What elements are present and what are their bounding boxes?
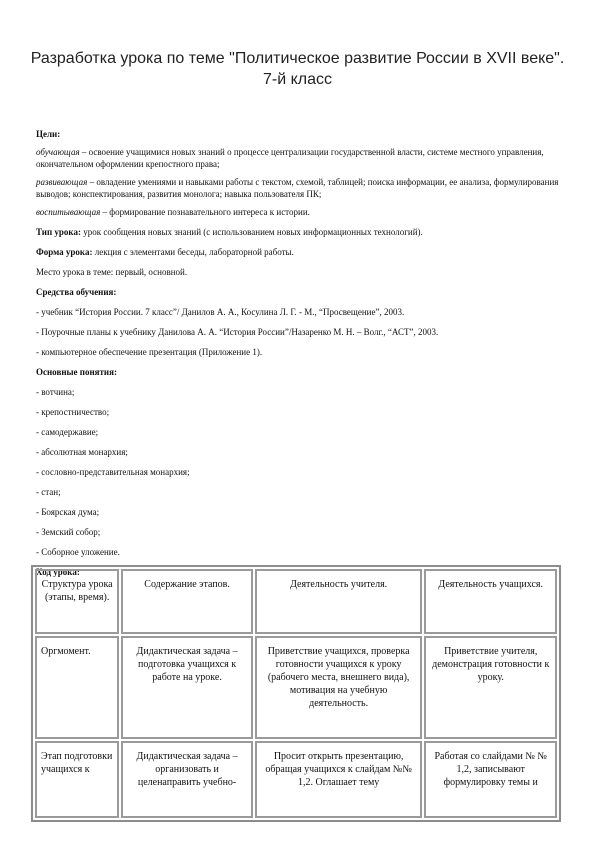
table-row xyxy=(35,741,557,818)
concept-item: - вотчина; xyxy=(36,387,75,397)
concept-item: - стан; xyxy=(36,487,61,497)
table-header-cell: Деятельность учителя. xyxy=(255,569,423,634)
lesson-type: Тип урока: урок сообщения новых знаний (с использованием новых информационных технологий). xyxy=(36,227,423,237)
table-cell: Дидактическая задача – организовать и целенаправить учебно- xyxy=(121,741,253,818)
goal-item: воспитывающая – формирование познавательного интереса к истории. xyxy=(36,207,310,217)
concept-item: - самодержавие; xyxy=(36,427,99,437)
table-header-cell: Содержание этапов. xyxy=(121,569,253,634)
means-item: - компьютерное обеспечение презентация (Приложение 1). xyxy=(36,347,263,357)
table-header-row xyxy=(35,569,557,634)
table-header-cell: Структура урока (этапы, время). xyxy=(35,569,119,634)
table-cell: Оргмомент. xyxy=(35,636,119,739)
concept-item: - сословно-представительная монархия; xyxy=(36,467,190,477)
lesson-form: Форма урока: лекция с элементами беседы, лабораторной работы. xyxy=(36,247,294,257)
lesson-place: Место урока в теме: первый, основной. xyxy=(36,267,188,277)
means-item: - учебник “История России. 7 класс”/ Данилов А. А., Косулина Л. Г. - М., “Просвещение”, 2003. xyxy=(36,307,405,317)
table-cell: Приветствие учащихся, проверка готовности учащихся к уроку (рабочего места, внешнего вида), мотивация на учебную деятельность. xyxy=(255,636,423,739)
means-item: - Поурочные планы к учебнику Данилова А. А. “История России”/Назаренко М. Н. – Волг., “АСТ”, 2003. xyxy=(36,327,439,337)
concept-item: - Боярская дума; xyxy=(36,507,100,517)
goals-heading: Цели: xyxy=(36,129,61,139)
table-cell: Этап подготовки учащихся к xyxy=(35,741,119,818)
means-heading: Средства обучения: xyxy=(36,287,117,297)
concept-item: - Земский собор; xyxy=(36,527,101,537)
table-cell: Дидактическая задача – подготовка учащихся к работе на уроке. xyxy=(121,636,253,739)
concepts-heading: Основные понятия: xyxy=(36,367,117,377)
lesson-table xyxy=(31,565,561,822)
document-title: Разработка урока по теме "Политическое развитие России в XVII веке". 7-й класс xyxy=(30,50,565,88)
table-row xyxy=(35,636,557,739)
concept-item: - Соборное уложение. xyxy=(36,547,120,557)
table-cell: Работая со слайдами № № 1,2, записывают формулировку темы и xyxy=(424,741,557,818)
concept-item: - абсолютная монархия; xyxy=(36,447,128,457)
concepts-list xyxy=(36,378,566,558)
document-body xyxy=(36,128,566,578)
goal-item: развивающая – овладение умениями и навыками работы с текстом, схемой, таблицей; поиска информации, ее анализа, формулирования выводов; конспектирования, развития монолога; навыка пользователя ПК; xyxy=(36,177,559,199)
table-header-cell: Деятельность учащихся. xyxy=(424,569,557,634)
table-cell: Приветствие учителя, демонстрация готовности к уроку. xyxy=(424,636,557,739)
course-heading: Ход урока: xyxy=(36,567,80,577)
goal-item: обучающая – освоение учащимися новых знаний о процессе централизации государственной власти, системе местного управления, окончательном оформлении крепостного права; xyxy=(36,147,544,169)
table-cell: Просит открыть презентацию, обращая учащихся к слайдам №№ 1,2. Оглашает тему xyxy=(255,741,423,818)
concept-item: - крепостничество; xyxy=(36,407,110,417)
